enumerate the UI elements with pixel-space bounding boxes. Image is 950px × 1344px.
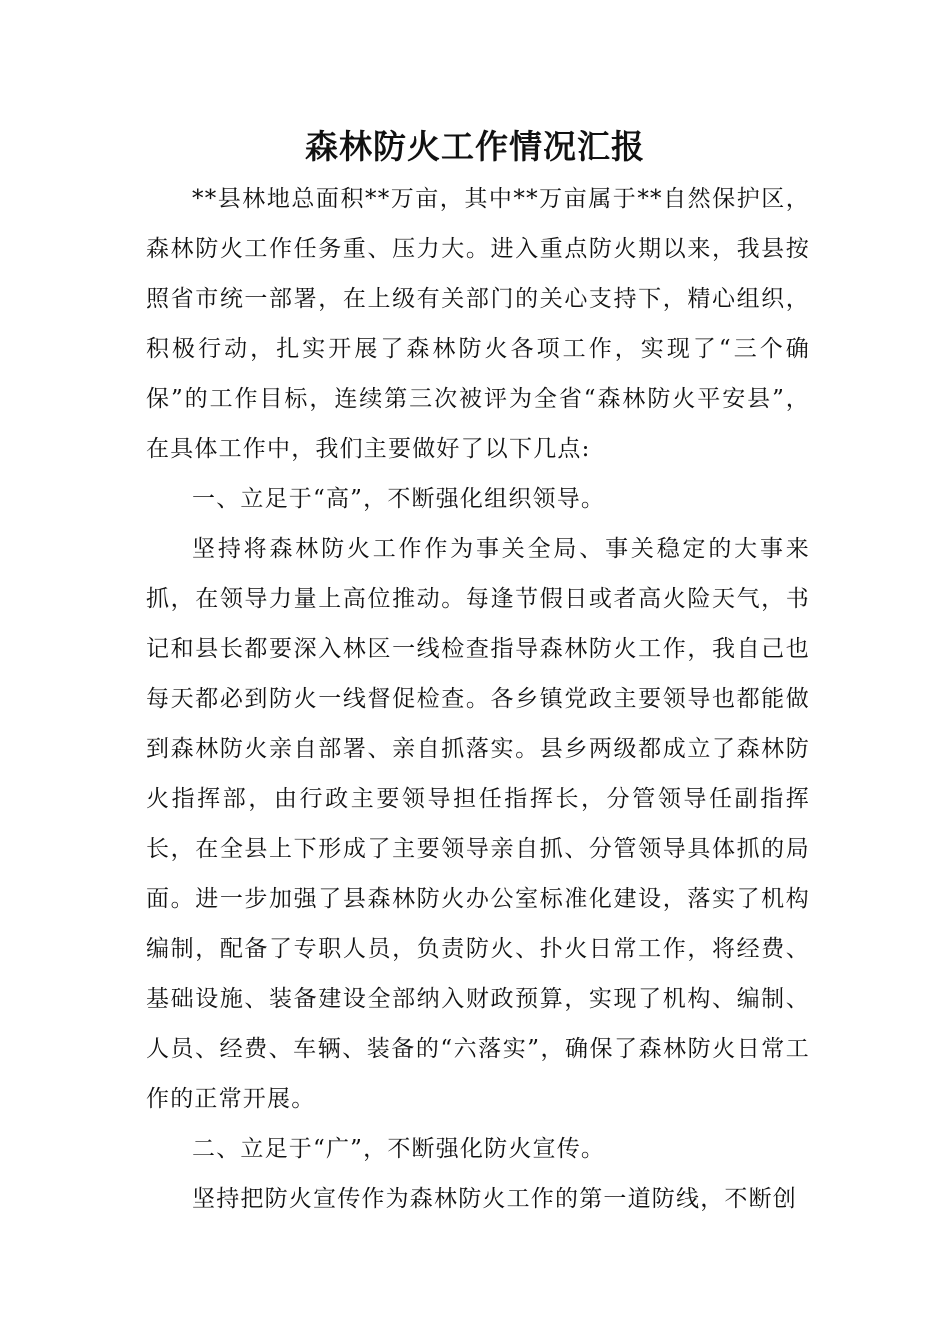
section-heading-2: 二、立足于“广”，不断强化防火宣传。: [192, 1136, 606, 1162]
paragraph-section-1: 坚持将森林防火工作作为事关全局、事关稳定的大事来抓，在领导力量上高位推动。每逢节假日或者高火险天气，书记和县长都要深入林区一线检查指导森林防火工作，我自己也每天都必到防火一线督促检查。各乡镇党政主要领导也都能做到森林防火亲自部署、亲自抓落实。县乡两级都成立了森林防火指挥部，由行政主要领导担任指挥长，分管领导任副指挥长，在全县上下形成了主要领导亲自抓、分管领导具体抓的局面。进一步加强了县森林防火办公室标准化建设，落实了机构编制，配备了专职人员，负责防火、扑火日常工作，将经费、基础设施、装备建设全部纳入财政预算，实现了机构、编制、人员、经费、车辆、装备的“六落实”，确保了森林防火日常工作的正常开展。: [146, 536, 810, 1112]
paragraph-intro: **县林地总面积**万亩，其中**万亩属于**自然保护区，森林防火工作任务重、压力大。进入重点防火期以来，我县按照省市统一部署，在上级有关部门的关心支持下，精心组织，积极行动，扎实开展了森林防火各项工作，实现了“三个确保”的工作目标，连续第三次被评为全省“森林防火平安县”，在具体工作中，我们主要做好了以下几点:: [146, 186, 810, 462]
document-body: [146, 174, 810, 1224]
section-heading-1: 一、立足于“高”，不断强化组织领导。: [192, 486, 606, 512]
document-title: 森林防火工作情况汇报: [305, 127, 645, 166]
paragraph-section-2: 坚持把防火宣传作为森林防火工作的第一道防线，不断创: [192, 1186, 797, 1212]
